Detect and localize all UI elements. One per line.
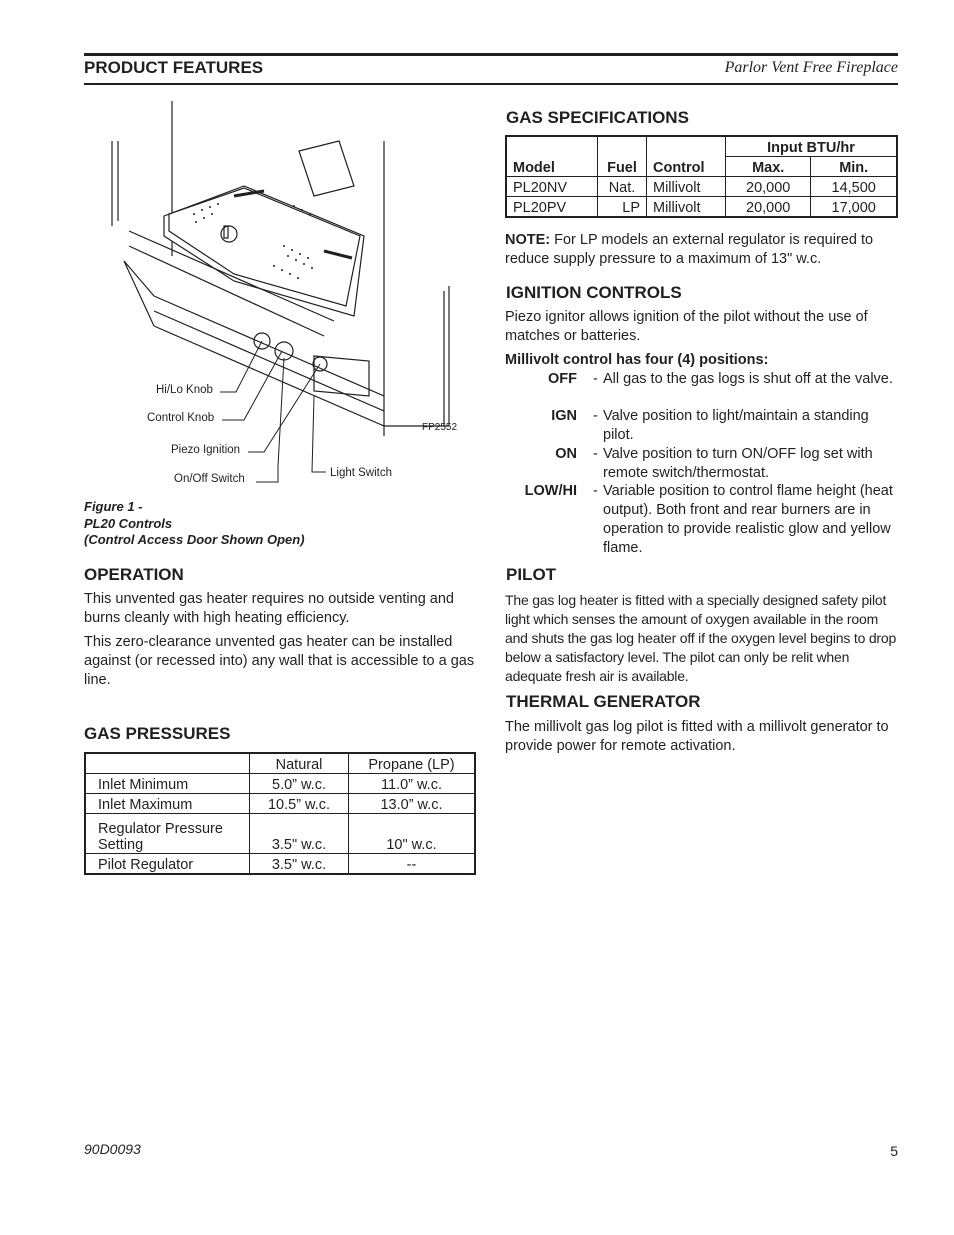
product-name: Parlor Vent Free Fireplace — [724, 59, 898, 76]
caption-line-3: (Control Access Door Shown Open) — [84, 532, 305, 547]
table-header-row: Model Fuel Control Input BTU/hr — [506, 136, 897, 157]
gas-pressures-heading: GAS PRESSURES — [84, 724, 231, 743]
fireplace-controls-drawing — [84, 96, 484, 496]
positions-title: Millivolt control has four (4) positions: — [505, 352, 769, 368]
table-header-row: Max. Min. — [506, 157, 897, 177]
operation-paragraph-2: This zero-clearance unvented gas heater can be installed against (or recessed into) any wall that is accessible to a gas line. — [84, 634, 475, 688]
section-title: PRODUCT FEATURES — [84, 58, 264, 77]
label-piezo-ignition: Piezo Ignition — [171, 444, 241, 456]
table-row: Inlet Maximum 10.5” w.c. 13.0” w.c. — [85, 794, 475, 814]
lp-note — [505, 231, 899, 269]
note-text: For LP models an external regulator is required to reduce supply pressure to a maximum of 13" w.c. — [505, 232, 874, 267]
table-row: PL20PV LP Millivolt 20,000 17,000 — [506, 197, 897, 218]
ignition-paragraph: Piezo ignitor allows ignition of the pilot without the use of matches or batteries. — [505, 309, 868, 344]
label-onoff-switch: On/Off Switch — [174, 473, 245, 485]
pilot-paragraph: The gas log heater is fitted with a specially designed safety pilot light which senses the amount of oxygen available in the room and shuts the gas log heater off if the oxygen level begins to drop below a satisfactory level. The pilot can only be relit when adequate fresh air is available. — [505, 592, 897, 684]
gas-pressures-table — [84, 752, 476, 875]
caption-line-2: PL20 Controls — [84, 515, 173, 531]
gas-specifications-table — [505, 135, 898, 218]
note-label: NOTE: — [505, 232, 551, 248]
label-light-switch: Light Switch — [330, 467, 393, 479]
controls-figure — [84, 96, 484, 496]
table-row: Regulator Pressure Setting 3.5" w.c. 10" w.c. — [85, 814, 475, 854]
header-rule-bottom — [84, 83, 898, 85]
pilot-heading: PILOT — [506, 565, 557, 584]
page-number: 5 — [890, 1143, 898, 1159]
table-row: PL20NV Nat. Millivolt 20,000 14,500 — [506, 177, 897, 197]
thermal-generator-paragraph: The millivolt gas log pilot is fitted with a millivolt generator to provide power for remote activation. — [505, 719, 889, 754]
table-header-row: Natural Propane (LP) — [85, 753, 475, 774]
gas-specifications-heading: GAS SPECIFICATIONS — [506, 108, 689, 127]
caption-line-1: Figure 1 - — [84, 499, 143, 514]
row-label-line-2: Setting — [98, 837, 144, 853]
table-row: Pilot Regulator 3.5" w.c. -- — [85, 854, 475, 875]
document-code: 90D0093 — [84, 1141, 141, 1157]
header-rule-top — [84, 53, 898, 56]
row-label-line-1: Regulator Pressure — [98, 821, 223, 837]
label-hilo-knob: Hi/Lo Knob — [156, 384, 213, 396]
operation-heading: OPERATION — [84, 565, 184, 584]
figure-code: FP2552 — [422, 422, 458, 433]
operation-paragraph-1: This unvented gas heater requires no outside venting and burns cleanly with high heating efficiency. — [84, 591, 454, 626]
figure-caption — [84, 499, 305, 549]
ignition-controls-heading: IGNITION CONTROLS — [506, 283, 682, 302]
label-control-knob: Control Knob — [147, 412, 215, 424]
thermal-generator-heading: THERMAL GENERATOR — [506, 692, 701, 711]
table-row: Inlet Minimum 5.0” w.c. 11.0” w.c. — [85, 774, 475, 794]
